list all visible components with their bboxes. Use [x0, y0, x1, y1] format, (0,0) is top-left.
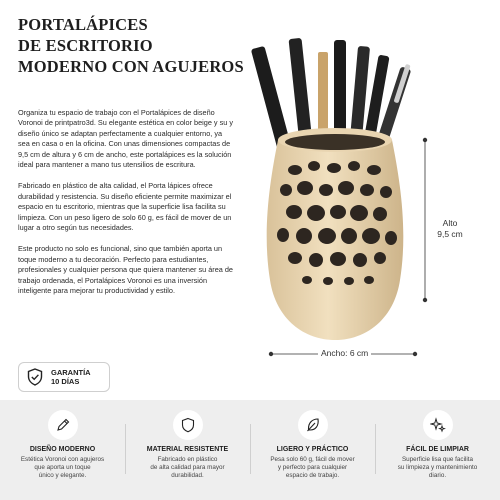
- description-paragraph-3: Este producto no solo es funcional, sino que también aporta un toque moderno a tu decoración. Perfecto para estudiantes, profesionales y cualquier persona que quiera mantener su área de trabajo ordenada, el Portalápices Voronoi es una inversión inteligente para mejorar tu productividad y estilo.: [18, 244, 233, 296]
- feature-title: LIGERO Y PRÁCTICO: [276, 446, 349, 453]
- feature-desc: Superficie lisa que facilita su limpieza y mantenimiento diario.: [397, 456, 478, 479]
- width-label: Ancho: 6 cm: [318, 348, 371, 358]
- feature-icon-wrap: [423, 410, 453, 440]
- feature-icon-wrap: [173, 410, 203, 440]
- feature-lightweight: [250, 400, 375, 500]
- feature-title: MATERIAL RESISTENTE: [146, 446, 229, 453]
- shield-icon: [180, 417, 196, 433]
- title-line-1: PORTALÁPICES: [18, 15, 148, 34]
- description-paragraph-2: Fabricado en plástico de alta calidad, el Porta lápices ofrece durabilidad y resistencia. Su diseño eficiente permite maximizar el espacio en tu escritorio, mientras que la superficie lisa facilita su limpieza. Con un peso ligero de solo 60 g, es fácil de mover de un lugar a otro según tus necesidades.: [18, 181, 232, 233]
- product-description: [18, 108, 233, 308]
- width-dimension: [268, 346, 418, 362]
- feature-easy-clean: [375, 400, 500, 500]
- pencil-icon: [55, 417, 71, 433]
- features-band: [0, 400, 500, 500]
- pencil-holder-image: [250, 30, 420, 350]
- height-label: Alto 9,5 cm: [437, 218, 463, 239]
- sparkles-icon: [430, 417, 446, 433]
- guarantee-label: GARANTÍA 10 DÍAS: [51, 368, 91, 386]
- feature-title: DISEÑO MODERNO: [29, 446, 96, 453]
- feature-durable-material: [125, 400, 250, 500]
- feature-desc: Fabricado en plástico de alta calidad para mayor durabilidad.: [150, 456, 225, 479]
- title-line-2: DE ESCRITORIO: [18, 36, 153, 55]
- page-title: [18, 14, 288, 77]
- feature-icon-wrap: [298, 410, 328, 440]
- title-line-3: MODERNO CON AGUJEROS: [18, 57, 244, 76]
- feature-desc: Estética Voronoi con agujeros que aporta un toque único y elegante.: [20, 456, 105, 479]
- feather-icon: [305, 417, 321, 433]
- description-paragraph-1: Organiza tu espacio de trabajo con el Portalápices de diseño Voronoi de printpatro3d. Su elegante estética en color beige y su y diseño único se adaptan perfectamente a cualquier entorno, ya sea en casa o en la oficina. Con unas dimensiones compactas de 9,5 cm de altura y 6 cm de ancho, este portalápices es la solución ideal para mantener a mano tus utensilios de escritura.: [18, 108, 233, 170]
- guarantee-badge: [18, 362, 110, 392]
- feature-icon-wrap: [48, 410, 78, 440]
- shield-check-icon: [27, 368, 43, 386]
- feature-modern-design: [0, 400, 125, 500]
- feature-desc: Pesa solo 60 g, fácil de mover y perfecto para cualquier espacio de trabajo.: [270, 456, 355, 479]
- feature-title: FÁCIL DE LIMPIAR: [406, 446, 469, 453]
- pot-body: [267, 128, 404, 340]
